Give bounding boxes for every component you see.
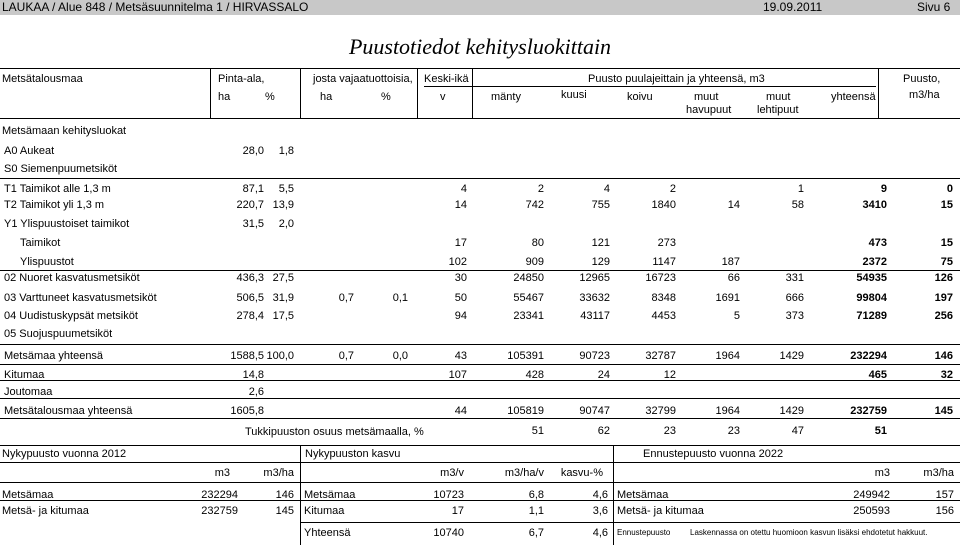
rows-cell-manty: 80 (531, 237, 544, 249)
rule (417, 68, 418, 118)
h-kasvu-m3hav: m3/ha/v (504, 467, 544, 479)
rows-cell-m3ha: 15 (940, 237, 953, 249)
tukki-mhav: 23 (727, 425, 740, 437)
rows-cell-mleh: 373 (785, 310, 804, 322)
rows-cell-manty: 2 (537, 183, 544, 195)
page-title: Puustotiedot kehitysluokittain (348, 34, 612, 59)
rows-cell-pct: 13,9 (272, 199, 294, 211)
bottom-rule (300, 522, 613, 523)
ennuste-note-label: Ennustepuusto (617, 528, 671, 537)
totals-cell-ha: 2,6 (248, 386, 264, 398)
kasvu-title: Nykypuuston kasvu (305, 448, 401, 460)
kasvu-m3v: 10723 (433, 489, 464, 501)
totals-cell-pct: 100,0 (266, 350, 294, 362)
rows-cell-koivu: 4453 (651, 310, 676, 322)
rule (424, 86, 876, 87)
rows-cell-mleh: 666 (785, 292, 804, 304)
col-m3ha: m3/ha (909, 89, 940, 101)
rows-cell-v: 17 (454, 237, 467, 249)
rows-cell-yht: 99804 (856, 292, 887, 304)
rows-cell-koivu: 1147 (652, 256, 676, 268)
rows-cell-m3ha: 256 (934, 310, 953, 322)
rows-cell-koivu: 1840 (651, 199, 676, 211)
col-keski-ika: Keski-ikä (424, 73, 469, 85)
rows-cell-mhav: 14 (727, 199, 740, 211)
bottom-rule (0, 500, 300, 501)
totals-cell-m3ha: 146 (934, 350, 953, 362)
rule (210, 68, 211, 118)
kasvu-m3hav: 1,1 (528, 505, 544, 517)
kasvu-m3hav: 6,7 (528, 527, 544, 539)
header-date: 19.09.2011 (763, 0, 823, 14)
totals-cell-yht: 465 (868, 369, 887, 381)
row-rule (0, 344, 960, 345)
rows-label: Taimikot (20, 237, 61, 249)
rows-cell-ha: 436,3 (236, 272, 264, 284)
section-label: Metsämaan kehitysluokat (2, 125, 127, 137)
kasvu-m3hav: 6,8 (528, 489, 544, 501)
row-rule (0, 364, 960, 365)
rows-cell-vpct: 0,1 (392, 292, 408, 304)
totals-cell-mleh: 1429 (779, 405, 804, 417)
rows-label: A0 Aukeat (4, 145, 55, 157)
rows-cell-v: 4 (460, 183, 467, 195)
tukki-yht: 51 (874, 425, 887, 437)
rule (0, 482, 960, 483)
rows-cell-ha: 220,7 (236, 199, 264, 211)
h-ennuste-m3ha: m3/ha (923, 467, 954, 479)
totals-cell-kuusi: 90747 (579, 405, 610, 417)
totals-cell-koivu: 12 (663, 369, 676, 381)
rows-cell-mhav: 187 (721, 256, 740, 268)
bottom-rule (613, 522, 960, 523)
h-nyky-m3: m3 (214, 467, 230, 479)
rows-label: 02 Nuoret kasvatusmetsiköt (4, 272, 140, 284)
rows-cell-yht: 9 (880, 183, 887, 195)
rows-cell-ha: 87,1 (242, 183, 264, 195)
totals-cell-vha: 0,7 (338, 350, 354, 362)
totals-cell-ha: 1605,8 (230, 405, 264, 417)
rows-cell-m3ha: 15 (940, 199, 953, 211)
col-lehtipuut: lehtipuut (757, 104, 799, 116)
totals-cell-v: 43 (454, 350, 467, 362)
rows-cell-mhav: 1691 (715, 292, 740, 304)
totals-cell-manty: 428 (525, 369, 544, 381)
rule (0, 68, 960, 69)
col-puulajeittain: Puusto puulajeittain ja yhteensä, m3 (588, 73, 765, 85)
nyky-m3: 232759 (201, 505, 238, 517)
col-vajaatuottoisia: josta vajaatuottoisia, (313, 73, 413, 85)
rows-label: 04 Uudistuskypsät metsiköt (4, 310, 138, 322)
rows-cell-manty: 55467 (513, 292, 544, 304)
rows-cell-pct: 31,9 (272, 292, 294, 304)
rows-cell-v: 50 (454, 292, 467, 304)
nyky-label: Metsä- ja kitumaa (2, 505, 89, 517)
totals-cell-mhav: 1964 (715, 405, 740, 417)
ennuste-note: Laskennassa on otettu huomioon kasvun lisäksi ehdotetut hakkuut. (690, 528, 928, 537)
nyky-m3: 232294 (201, 489, 238, 501)
header-page: Sivu 6 (917, 0, 951, 14)
nyky-label: Metsämaa (2, 489, 54, 501)
rows-cell-ha: 506,5 (236, 292, 264, 304)
col-kuusi: kuusi (561, 89, 587, 101)
totals-cell-mleh: 1429 (779, 350, 804, 362)
h-kasvu-pct: kasvu-% (560, 467, 603, 479)
rule (0, 462, 960, 463)
rows-cell-yht: 71289 (856, 310, 887, 322)
rows-cell-kuusi: 121 (591, 237, 610, 249)
totals-label: Metsämaa yhteensä (4, 350, 104, 362)
totals-cell-koivu: 32787 (645, 350, 676, 362)
tukki-kuusi: 62 (597, 425, 610, 437)
col-muut-hav: muut (694, 91, 719, 103)
totals-cell-m3ha: 32 (940, 369, 953, 381)
col-v-ha: ha (320, 91, 333, 103)
rows-cell-koivu: 2 (669, 183, 676, 195)
totals-label: Metsätalousmaa yhteensä (4, 405, 133, 417)
col-pct: % (265, 91, 275, 103)
rows-cell-yht: 2372 (862, 256, 887, 268)
totals-label: Kitumaa (4, 369, 45, 381)
row-rule (0, 270, 960, 271)
row-rule (0, 398, 960, 399)
totals-cell-kuusi: 24 (597, 369, 610, 381)
totals-label: Joutomaa (4, 386, 53, 398)
bottom-rule (613, 500, 960, 501)
kasvu-pct: 4,6 (592, 489, 608, 501)
rows-cell-kuusi: 129 (591, 256, 610, 268)
rows-cell-mleh: 331 (785, 272, 804, 284)
col-yhteensa: yhteensä (831, 91, 876, 103)
ennuste-label: Metsä- ja kitumaa (617, 505, 704, 517)
rows-cell-ha: 28,0 (242, 145, 264, 157)
rows-label: Ylispuustot (20, 256, 74, 268)
rows-cell-manty: 742 (525, 199, 544, 211)
col-v-pct: % (381, 91, 391, 103)
kasvu-m3v: 10740 (433, 527, 464, 539)
rule (613, 445, 614, 545)
rows-cell-mleh: 1 (797, 183, 804, 195)
rule (300, 68, 301, 118)
rows-cell-m3ha: 0 (946, 183, 953, 195)
kasvu-label: Yhteensä (304, 527, 351, 539)
kasvu-label: Metsämaa (304, 489, 356, 501)
nyky-m3ha: 145 (275, 505, 294, 517)
totals-cell-kuusi: 90723 (579, 350, 610, 362)
rows-cell-v: 94 (454, 310, 467, 322)
rows-cell-m3ha: 75 (940, 256, 953, 268)
totals-cell-yht: 232759 (850, 405, 887, 417)
ennuste-m3ha: 156 (935, 505, 954, 517)
rows-cell-v: 30 (454, 272, 467, 284)
rows-cell-kuusi: 33632 (579, 292, 610, 304)
col-puusto: Puusto, (903, 73, 941, 85)
row-rule (0, 418, 960, 419)
rows-cell-yht: 3410 (862, 199, 887, 211)
nyky-title: Nykypuusto vuonna 2012 (2, 448, 127, 460)
totals-cell-vpct: 0,0 (392, 350, 408, 362)
rule (0, 445, 960, 446)
h-ennuste-m3: m3 (874, 467, 890, 479)
rows-cell-mhav: 66 (727, 272, 740, 284)
col-manty: mänty (491, 91, 521, 103)
totals-cell-m3ha: 145 (934, 405, 953, 417)
ennuste-title: Ennustepuusto vuonna 2022 (643, 448, 784, 460)
rule (300, 445, 301, 545)
rule (878, 68, 879, 118)
col-muut-leh: muut (766, 91, 791, 103)
row-rule (0, 178, 960, 179)
rows-cell-pct: 1,8 (278, 145, 294, 157)
rows-label: Y1 Ylispuustoiset taimikot (4, 218, 130, 230)
rows-cell-v: 14 (454, 199, 467, 211)
tukki-mleh: 47 (791, 425, 804, 437)
rows-label: S0 Siemenpuumetsiköt (4, 163, 118, 175)
rows-cell-pct: 2,0 (278, 218, 294, 230)
rows-cell-m3ha: 197 (934, 292, 953, 304)
ennuste-label: Metsämaa (617, 489, 669, 501)
rows-cell-pct: 5,5 (278, 183, 294, 195)
rows-label: 05 Suojuspuumetsiköt (4, 328, 113, 340)
tukki-koivu: 23 (663, 425, 676, 437)
totals-cell-yht: 232294 (850, 350, 887, 362)
rows-cell-m3ha: 126 (934, 272, 953, 284)
kasvu-pct: 3,6 (592, 505, 608, 517)
rows-cell-ha: 31,5 (242, 218, 264, 230)
col-ha: ha (218, 91, 231, 103)
rows-label: T1 Taimikot alle 1,3 m (4, 183, 111, 195)
kasvu-m3v: 17 (451, 505, 464, 517)
col-v: v (440, 91, 446, 103)
kasvu-label: Kitumaa (304, 505, 345, 517)
rows-cell-kuusi: 12965 (579, 272, 610, 284)
rows-cell-yht: 54935 (856, 272, 887, 284)
totals-cell-mhav: 1964 (715, 350, 740, 362)
col-metsatalousmaa: Metsätalousmaa (2, 73, 83, 85)
rows-cell-vha: 0,7 (338, 292, 354, 304)
totals-cell-ha: 14,8 (242, 369, 264, 381)
col-havupuut: havupuut (686, 104, 732, 116)
ennuste-m3: 249942 (853, 489, 890, 501)
totals-cell-v: 107 (448, 369, 467, 381)
totals-cell-ha: 1588,5 (230, 350, 264, 362)
rows-cell-pct: 27,5 (272, 272, 294, 284)
rows-cell-koivu: 273 (657, 237, 676, 249)
rows-cell-kuusi: 755 (591, 199, 610, 211)
rule (472, 68, 473, 118)
rows-cell-v: 102 (448, 256, 467, 268)
tukki-label: Tukkipuuston osuus metsämaalla, % (245, 426, 424, 438)
h-kasvu-m3v: m3/v (440, 467, 464, 479)
rows-cell-manty: 909 (525, 256, 544, 268)
rows-cell-ha: 278,4 (236, 310, 264, 322)
rows-label: T2 Taimikot yli 1,3 m (4, 199, 105, 211)
totals-cell-manty: 105819 (507, 405, 544, 417)
totals-cell-manty: 105391 (507, 350, 544, 362)
nyky-m3ha: 146 (275, 489, 294, 501)
rows-cell-kuusi: 4 (603, 183, 610, 195)
rows-cell-manty: 24850 (513, 272, 544, 284)
bottom-rule (300, 500, 613, 501)
totals-cell-v: 44 (454, 405, 467, 417)
h-nyky-m3ha: m3/ha (263, 467, 294, 479)
totals-cell-koivu: 32799 (645, 405, 676, 417)
rows-cell-pct: 17,5 (272, 310, 294, 322)
rows-cell-koivu: 16723 (645, 272, 676, 284)
rows-cell-kuusi: 43117 (580, 310, 610, 322)
col-koivu: koivu (627, 91, 653, 103)
rows-cell-manty: 23341 (513, 310, 544, 322)
rows-cell-mleh: 58 (791, 199, 804, 211)
rows-label: 03 Varttuneet kasvatusmetsiköt (4, 292, 157, 304)
rule (0, 118, 960, 119)
rows-cell-koivu: 8348 (651, 292, 676, 304)
tukki-manty: 51 (531, 425, 544, 437)
ennuste-m3: 250593 (853, 505, 890, 517)
rows-cell-yht: 473 (868, 237, 887, 249)
ennuste-m3ha: 157 (935, 489, 954, 501)
rows-cell-mhav: 5 (733, 310, 740, 322)
kasvu-pct: 4,6 (592, 527, 608, 539)
col-pinta-ala: Pinta-ala, (218, 73, 265, 85)
header-path: LAUKAA / Alue 848 / Metsäsuunnitelma 1 / HIRVASSALO (2, 0, 309, 14)
row-rule (0, 380, 960, 381)
